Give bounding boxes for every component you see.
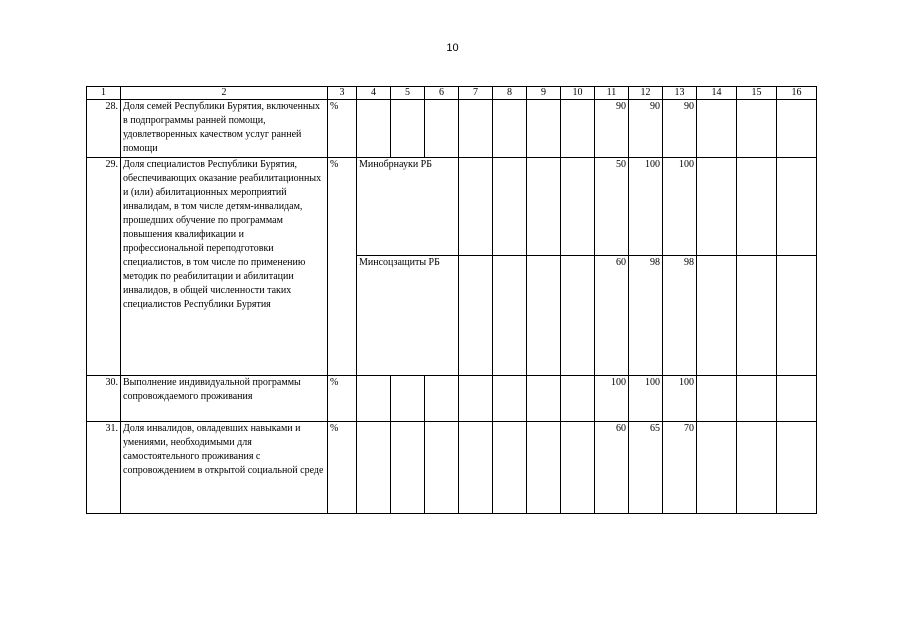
indicators-table <box>86 86 817 514</box>
value-cell: 90 <box>629 100 663 158</box>
value-cell: 60 <box>595 422 629 514</box>
empty-cell <box>561 158 595 256</box>
empty-cell <box>493 100 527 158</box>
col-header: 9 <box>527 87 561 100</box>
value-cell: 60 <box>595 256 629 376</box>
value-cell: 90 <box>663 100 697 158</box>
col-header: 14 <box>697 87 737 100</box>
table-header-row <box>87 87 817 100</box>
empty-cell <box>357 376 391 422</box>
empty-cell <box>777 256 817 376</box>
empty-cell <box>737 422 777 514</box>
empty-cell <box>697 376 737 422</box>
empty-cell <box>527 158 561 256</box>
empty-cell <box>777 422 817 514</box>
value-cell: 98 <box>629 256 663 376</box>
empty-cell <box>425 422 459 514</box>
col-header: 12 <box>629 87 663 100</box>
unit-cell: % <box>328 422 357 514</box>
empty-cell <box>737 376 777 422</box>
empty-cell <box>459 158 493 256</box>
value-cell: 65 <box>629 422 663 514</box>
col-header: 16 <box>777 87 817 100</box>
empty-cell <box>527 100 561 158</box>
value-cell: 100 <box>629 158 663 256</box>
table-row <box>87 422 817 514</box>
empty-cell <box>561 376 595 422</box>
empty-cell <box>493 158 527 256</box>
col-header: 13 <box>663 87 697 100</box>
empty-cell <box>697 158 737 256</box>
empty-cell <box>493 422 527 514</box>
table-row <box>87 100 817 158</box>
unit-cell: % <box>328 100 357 158</box>
empty-cell <box>737 256 777 376</box>
empty-cell <box>459 422 493 514</box>
empty-cell <box>459 376 493 422</box>
page-number: 10 <box>446 42 459 54</box>
table-row <box>87 158 817 256</box>
empty-cell <box>493 376 527 422</box>
empty-cell <box>561 100 595 158</box>
indicator-name: Доля инвалидов, овладевших навыками и умениями, необходимыми для самостоятельного проживания с сопровождением в открытой социальной среде <box>121 422 328 514</box>
row-index: 31. <box>87 422 121 514</box>
indicator-name: Доля семей Республики Бурятия, включенных в подпрограммы ранней помощи, удовлетворенных качеством услуг ранней помощи <box>121 100 328 158</box>
empty-cell <box>459 100 493 158</box>
col-header: 15 <box>737 87 777 100</box>
empty-cell <box>357 100 391 158</box>
row-index: 30. <box>87 376 121 422</box>
empty-cell <box>493 256 527 376</box>
indicator-name: Выполнение индивидуальной программы сопровождаемого проживания <box>121 376 328 422</box>
empty-cell <box>357 422 391 514</box>
empty-cell <box>561 422 595 514</box>
unit-cell: % <box>328 376 357 422</box>
empty-cell <box>777 100 817 158</box>
row-index: 28. <box>87 100 121 158</box>
value-cell: 100 <box>595 376 629 422</box>
value-cell: 100 <box>663 376 697 422</box>
col-header: 4 <box>357 87 391 100</box>
empty-cell <box>459 256 493 376</box>
table-row <box>87 376 817 422</box>
empty-cell <box>697 100 737 158</box>
value-cell: 90 <box>595 100 629 158</box>
empty-cell <box>391 422 425 514</box>
unit-cell: % <box>328 158 357 376</box>
empty-cell <box>527 256 561 376</box>
empty-cell <box>697 422 737 514</box>
empty-cell <box>527 422 561 514</box>
value-cell: 100 <box>663 158 697 256</box>
col-header: 3 <box>328 87 357 100</box>
empty-cell <box>425 376 459 422</box>
col-header: 2 <box>121 87 328 100</box>
empty-cell <box>777 376 817 422</box>
col-header: 10 <box>561 87 595 100</box>
value-cell: 70 <box>663 422 697 514</box>
value-cell: 100 <box>629 376 663 422</box>
empty-cell <box>777 158 817 256</box>
col-header: 5 <box>391 87 425 100</box>
row-index: 29. <box>87 158 121 376</box>
col-header: 6 <box>425 87 459 100</box>
indicator-name: Доля специалистов Республики Бурятия, обеспечивающих оказание реабилитационных и (или) абилитационных мероприятий инвалидам, в том числе детям-инвалидам, прошедших обучение по программам повышения квалификации и профессиональной переподготовки специалистов, в том числе по применению методик по реабилитации и абилитации инвалидов, в общей численности таких специалистов Республики Бурятия <box>121 158 328 376</box>
empty-cell <box>737 158 777 256</box>
col-header: 11 <box>595 87 629 100</box>
col-header: 1 <box>87 87 121 100</box>
empty-cell <box>391 376 425 422</box>
executor-cell: Минсоцзащиты РБ <box>357 256 459 376</box>
col-header: 8 <box>493 87 527 100</box>
executor-cell: Минобрнауки РБ <box>357 158 459 256</box>
empty-cell <box>425 100 459 158</box>
empty-cell <box>527 376 561 422</box>
empty-cell <box>737 100 777 158</box>
value-cell: 98 <box>663 256 697 376</box>
col-header: 7 <box>459 87 493 100</box>
empty-cell <box>561 256 595 376</box>
empty-cell <box>697 256 737 376</box>
value-cell: 50 <box>595 158 629 256</box>
empty-cell <box>391 100 425 158</box>
